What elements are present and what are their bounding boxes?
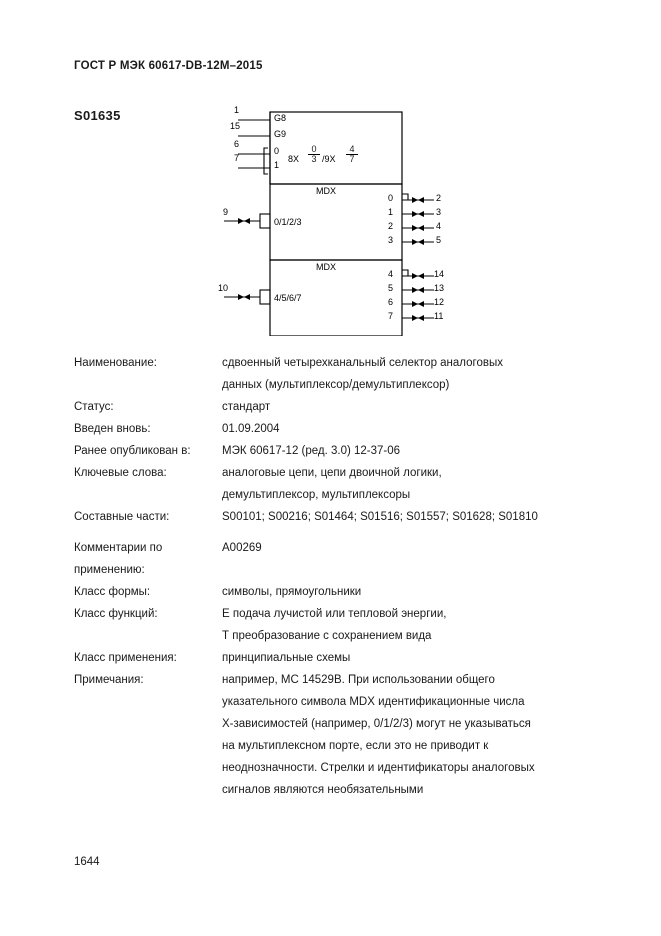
field-label-application-notes xyxy=(74,537,222,581)
top-label-0: 0 xyxy=(274,146,280,156)
top-label-g8: G8 xyxy=(274,113,287,123)
field-value-function-class-line-1: Е подача лучистой или тепловой энергии, xyxy=(222,608,447,620)
qualifier-8x: 8X xyxy=(288,154,300,164)
block2-port-label: 4/5/6/7 xyxy=(274,293,302,303)
block2-output-pin-1: 14 xyxy=(434,269,445,279)
field-value-name xyxy=(222,352,594,396)
field-value-keywords-line-1: аналоговые цепи, цепи двоичной логики, xyxy=(222,467,442,479)
field-value-status: стандарт xyxy=(222,401,271,413)
field-row-name xyxy=(74,352,594,396)
field-row-remarks xyxy=(74,669,594,801)
top-label-1: 1 xyxy=(274,160,280,170)
field-label-remarks: Примечания: xyxy=(74,674,144,686)
spacer-1 xyxy=(74,528,594,537)
field-label-previously-published: Ранее опубликован в: xyxy=(74,445,191,457)
qualifier-frac1-num: 0 xyxy=(311,144,317,154)
block2-input-pin: 10 xyxy=(218,283,229,293)
qualifier-9x: /9X xyxy=(322,154,336,164)
field-label-application-class: Класс применения: xyxy=(74,652,177,664)
block2-channel-7: 7 xyxy=(388,311,394,321)
top-label-g9: G9 xyxy=(274,129,287,139)
block1-port-label: 0/1/2/3 xyxy=(274,217,302,227)
field-value-application-class: принципиальные схемы xyxy=(222,652,351,664)
field-row-components xyxy=(74,506,594,528)
block2-output-pin-2: 13 xyxy=(434,283,445,293)
field-row-application-notes xyxy=(74,537,594,581)
pin-label-top-4: 7 xyxy=(234,153,240,163)
block1-output-pin-1: 2 xyxy=(436,193,442,203)
pin-label-top-3: 6 xyxy=(234,139,240,149)
block1-channel-2: 2 xyxy=(388,221,394,231)
field-row-keywords xyxy=(74,462,594,506)
pin-label-top-2: 15 xyxy=(230,121,241,131)
field-label-application-notes-line-2: применению: xyxy=(74,564,145,576)
metadata-fields xyxy=(74,352,594,801)
field-value-remarks-line-4: на мультиплексном порте, если это не приводит к xyxy=(222,740,489,752)
field-label-keywords: Ключевые слова: xyxy=(74,467,167,479)
block2-channel-5: 5 xyxy=(388,283,394,293)
field-row-application-class xyxy=(74,647,594,669)
block2-output-pin-4: 11 xyxy=(434,311,444,321)
block1-channel-0: 0 xyxy=(388,193,394,203)
block1-output-pin-2: 3 xyxy=(436,207,442,217)
block1-channel-3: 3 xyxy=(388,235,394,245)
field-value-shape-class: символы, прямоугольники xyxy=(222,586,362,598)
block2-title: MDX xyxy=(316,262,336,272)
block2-output-pin-3: 12 xyxy=(434,297,445,307)
field-row-shape-class xyxy=(74,581,594,603)
field-value-introduced: 01.09.2004 xyxy=(222,423,280,435)
field-label-status: Статус: xyxy=(74,401,114,413)
field-value-previously-published: МЭК 60617-12 (ред. 3.0) 12-37-06 xyxy=(222,445,401,457)
field-label-components: Составные части: xyxy=(74,511,170,523)
qualifier-fraction-2 xyxy=(346,145,358,165)
field-row-introduced xyxy=(74,418,594,440)
field-row-previously-published xyxy=(74,440,594,462)
field-value-remarks-line-5: неоднозначности. Стрелки и идентификаторы аналоговых xyxy=(222,762,535,774)
field-value-application-notes: A00269 xyxy=(222,542,262,554)
field-value-remarks xyxy=(222,669,594,801)
field-value-remarks-line-2: указательного символа MDX идентификационные числа xyxy=(222,696,525,708)
field-value-remarks-line-6: сигналов являются необязательными xyxy=(222,784,424,796)
field-value-remarks-line-3: Х-зависимостей (например, 0/1/2/3) могут не указываться xyxy=(222,718,531,730)
field-value-remarks-line-1: например, МС 14529В. При использовании общего xyxy=(222,674,495,686)
block1-title: MDX xyxy=(316,186,336,196)
field-value-name-line-1: сдвоенный четырехканальный селектор аналоговых xyxy=(222,357,504,369)
block1-output-pin-3: 4 xyxy=(436,221,442,231)
qualifier-fraction-1 xyxy=(308,145,320,165)
field-value-keywords xyxy=(222,462,594,506)
qualifier-frac1-den: 3 xyxy=(311,154,317,165)
field-value-function-class xyxy=(222,603,594,647)
field-value-keywords-line-2: демультиплексор, мультиплексоры xyxy=(222,489,411,501)
standard-header: ГОСТ Р МЭК 60617-DB-12M–2015 xyxy=(74,60,263,72)
field-label-application-notes-line-1: Комментарии по xyxy=(74,542,163,554)
qualifier-frac2-den: 7 xyxy=(349,154,355,165)
block1-channel-1: 1 xyxy=(388,207,394,217)
block2-channel-4: 4 xyxy=(388,269,394,279)
block1-output-pin-4: 5 xyxy=(436,235,442,245)
block1-input-pin: 9 xyxy=(223,207,229,217)
pin-label-top-1: 1 xyxy=(234,105,240,115)
field-label-shape-class: Класс формы: xyxy=(74,586,151,598)
diagram-svg xyxy=(222,104,445,336)
field-label-name: Наименование: xyxy=(74,357,157,369)
field-row-function-class xyxy=(74,603,594,647)
symbol-code: S01635 xyxy=(74,108,121,123)
field-value-name-line-2: данных (мультиплексор/демультиплексор) xyxy=(222,379,450,391)
field-value-function-class-line-2: Т преобразование с сохранением вида xyxy=(222,630,432,642)
field-label-introduced: Введен вновь: xyxy=(74,423,151,435)
field-label-function-class: Класс функций: xyxy=(74,608,158,620)
symbol-diagram xyxy=(218,104,445,336)
field-value-components: S00101; S00216; S01464; S01516; S01557; S01628; S01810 xyxy=(222,511,538,523)
field-row-status xyxy=(74,396,594,418)
qualifier-frac2-num: 4 xyxy=(349,144,355,154)
page-number: 1644 xyxy=(74,856,100,868)
block2-channel-6: 6 xyxy=(388,297,394,307)
